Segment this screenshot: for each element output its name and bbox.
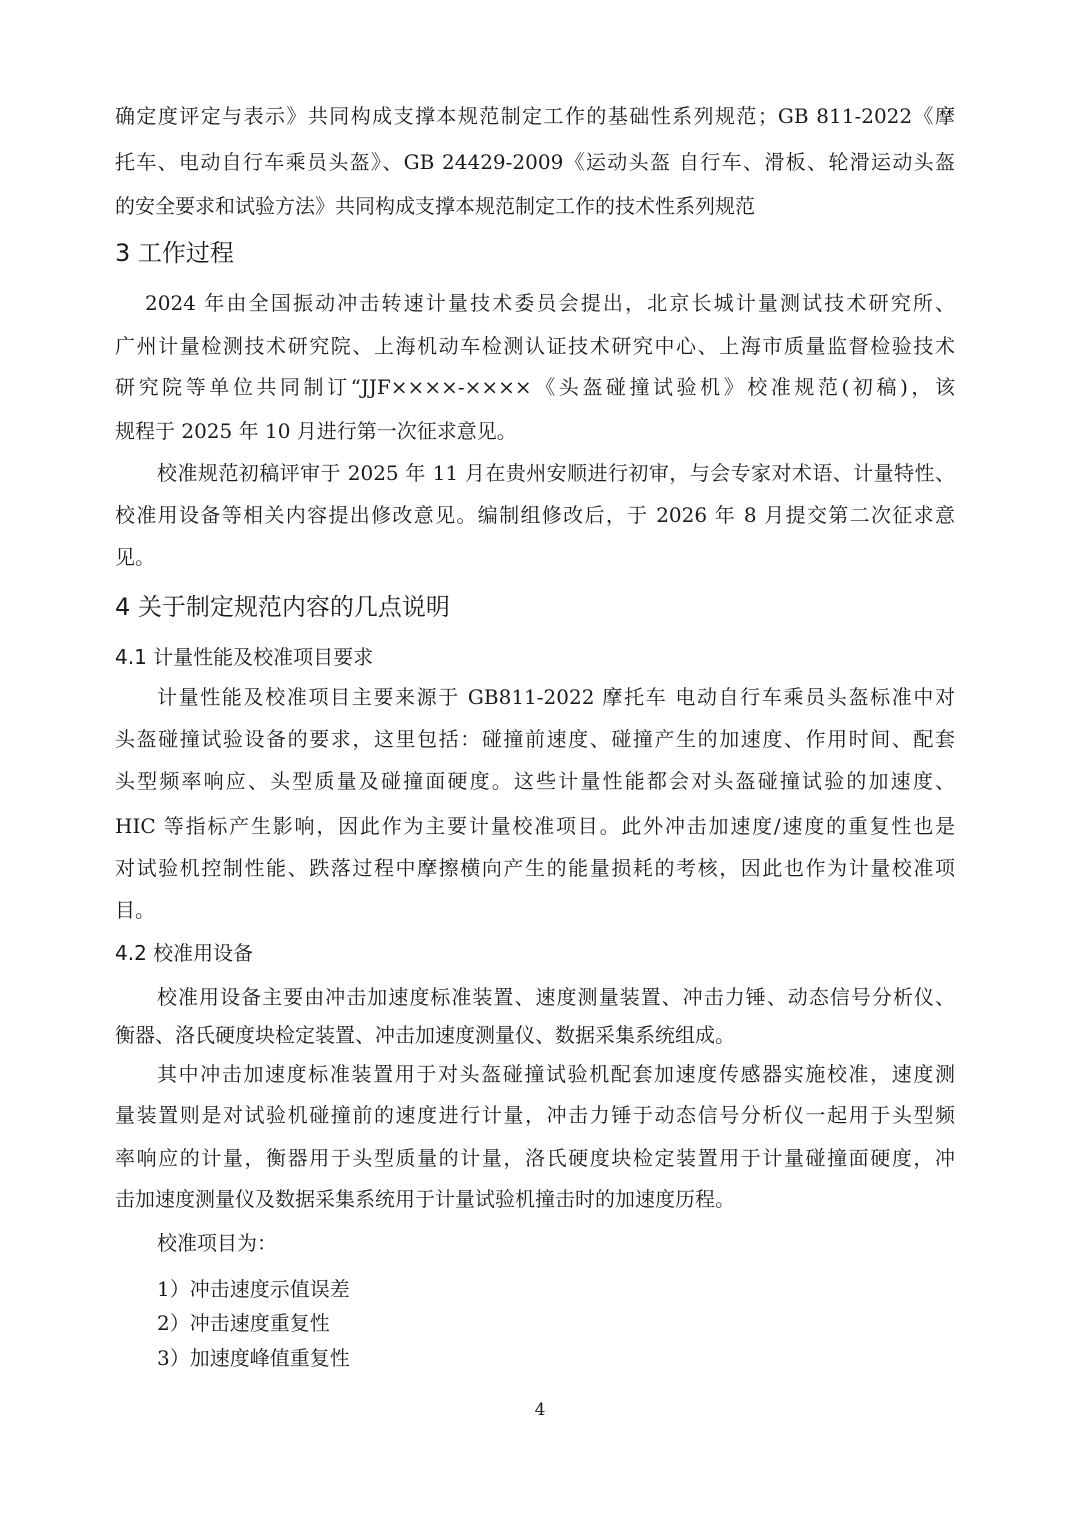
body-line: 衡器、洛氏硬度块检定装置、冲击加速度测量仪、数据采集系统组成。 [115, 1023, 735, 1047]
body-line: 率响应的计量，衡器用于头型质量的计量，洛氏硬度块检定装置用于计量碰撞面硬度，冲 [115, 1146, 955, 1170]
body-line: 头盔碰撞试验设备的要求，这里包括：碰撞前速度、碰撞产生的加速度、作用时间、配套 [115, 727, 955, 751]
list-item: 1）冲击速度示值误差 [157, 1277, 350, 1301]
list-intro: 校准项目为： [157, 1231, 277, 1255]
body-line: 量装置则是对试验机碰撞前的速度进行计量，冲击力锤于动态信号分析仪一起用于头型频 [115, 1103, 955, 1127]
body-line: 击加速度测量仪及数据采集系统用于计量试验机撞击时的加速度历程。 [115, 1187, 735, 1211]
subsection-heading-4-2: 4.2 校准用设备 [115, 941, 254, 965]
body-line: 的安全要求和试验方法》共同构成支撑本规范制定工作的技术性系列规范 [115, 194, 755, 218]
subsection-heading-4-1: 4.1 计量性能及校准项目要求 [115, 645, 374, 669]
body-line: 目。 [115, 898, 155, 922]
body-line: 规程于 2025 年 10 月进行第一次征求意见。 [115, 419, 517, 443]
section-heading-4: 4 关于制定规范内容的几点说明 [115, 593, 450, 621]
body-line: 见。 [115, 545, 155, 569]
body-line: 校准用设备等相关内容提出修改意见。编制组修改后，于 2026 年 8 月提交第二次征求意 [115, 503, 955, 527]
body-line: 头型频率响应、头型质量及碰撞面硬度。这些计量性能都会对头盔碰撞试验的加速度、 [115, 769, 955, 793]
body-line: 托车、电动自行车乘员头盔》、GB 24429-2009《运动头盔 自行车、滑板、轮滑运动头盔 [115, 150, 955, 174]
section-heading-3: 3 工作过程 [115, 239, 234, 267]
body-line: 2024 年由全国振动冲击转速计量技术委员会提出，北京长城计量测试技术研究所、 [145, 291, 955, 315]
body-line: 校准用设备主要由冲击加速度标准装置、速度测量装置、冲击力锤、动态信号分析仪、 [157, 985, 955, 1009]
list-item: 2）冲击速度重复性 [157, 1311, 330, 1335]
body-line: 确定度评定与表示》共同构成支撑本规范制定工作的基础性系列规范；GB 811-2022《摩 [115, 104, 955, 128]
body-line: 计量性能及校准项目主要来源于 GB811-2022 摩托车 电动自行车乘员头盔标准中对 [157, 685, 955, 709]
body-line: 对试验机控制性能、跌落过程中摩擦横向产生的能量损耗的考核，因此也作为计量校准项 [115, 856, 955, 880]
body-line: 校准规范初稿评审于 2025 年 11 月在贵州安顺进行初审，与会专家对术语、计量特性、 [157, 461, 955, 485]
body-line: 研究院等单位共同制订“JJF××××-××××《头盔碰撞试验机》校准规范(初稿)，该 [115, 375, 955, 399]
body-line: 其中冲击加速度标准装置用于对头盔碰撞试验机配套加速度传感器实施校准，速度测 [157, 1062, 955, 1086]
body-line: 广州计量检测技术研究院、上海机动车检测认证技术研究中心、上海市质量监督检验技术 [115, 334, 955, 358]
list-item: 3）加速度峰值重复性 [157, 1346, 350, 1370]
body-line: HIC 等指标产生影响，因此作为主要计量校准项目。此外冲击加速度/速度的重复性也是 [115, 814, 955, 838]
page-number: 4 [534, 1400, 546, 1420]
